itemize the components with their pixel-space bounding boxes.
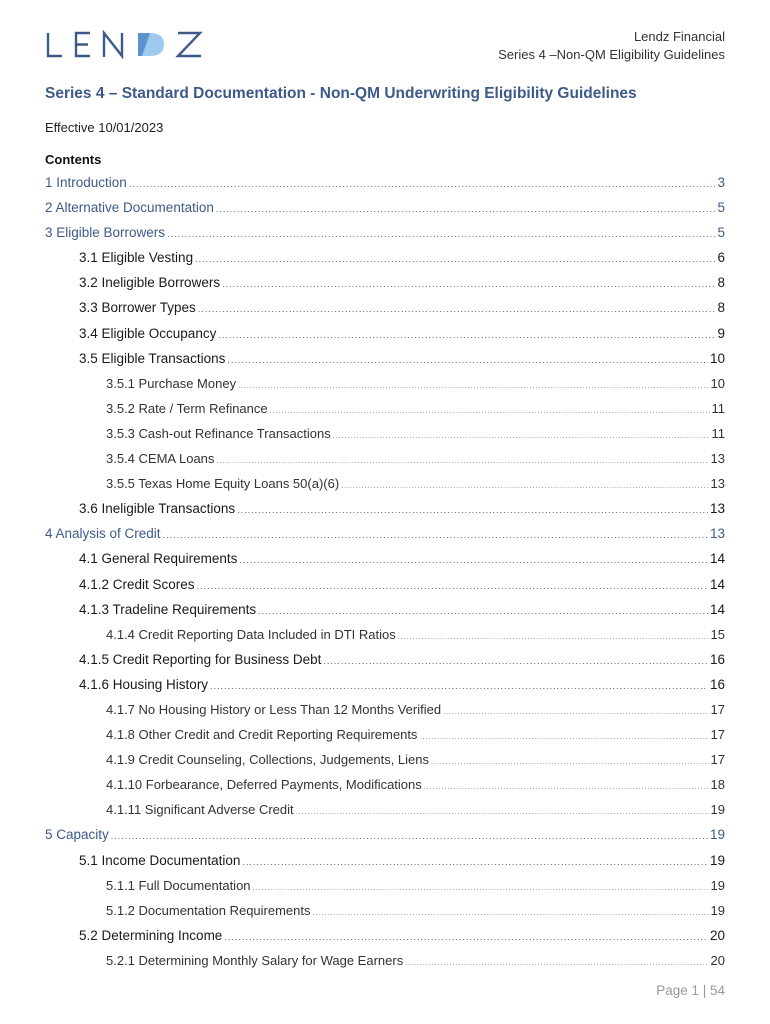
toc-dot-leader: [237, 505, 708, 515]
toc-dot-leader: [398, 634, 709, 641]
toc-entry-page: 16: [709, 676, 725, 692]
toc-dot-leader: [129, 179, 716, 189]
toc-entry-title: 5.1.1 Full Documentation: [106, 877, 251, 893]
toc-entry-title: 3.5.3 Cash-out Refinance Transactions: [106, 425, 331, 441]
toc-entry-title: 3.5 Eligible Transactions: [79, 350, 226, 366]
toc-dot-leader: [216, 204, 716, 214]
toc-entry-page: 19: [709, 827, 725, 843]
toc-entry[interactable]: [45, 476, 725, 501]
toc-dot-leader: [216, 458, 708, 465]
toc-entry-title: 3.5.2 Rate / Term Refinance: [106, 400, 268, 416]
toc-dot-leader: [419, 734, 708, 741]
toc-entry-title: 5.2 Determining Income: [79, 927, 223, 943]
toc-dot-leader: [195, 254, 715, 264]
toc-entry[interactable]: [45, 853, 725, 878]
toc-entry-title: 4.1.6 Housing History: [79, 676, 209, 692]
toc-entry[interactable]: [45, 200, 725, 225]
toc-dot-leader: [238, 383, 708, 390]
toc-dot-leader: [197, 581, 708, 591]
toc-dot-leader: [323, 656, 708, 666]
toc-entry-page: 13: [709, 501, 725, 517]
toc-entry[interactable]: [45, 727, 725, 752]
toc-dot-leader: [270, 408, 710, 415]
toc-entry-page: 17: [710, 727, 725, 743]
toc-entry-title: 3.5.1 Purchase Money: [106, 375, 237, 391]
toc-entry-page: 19: [709, 852, 725, 868]
toc-entry-page: 14: [709, 551, 725, 567]
toc-entry[interactable]: [45, 627, 725, 652]
toc-entry-page: 9: [717, 325, 725, 341]
document-title: Series 4 – Standard Documentation - Non-QM Underwriting Eligibility Guidelines: [45, 85, 637, 102]
toc-entry-page: 13: [710, 476, 725, 492]
toc-entry-title: 5.1 Income Documentation: [79, 852, 241, 868]
toc-entry[interactable]: [45, 827, 725, 852]
company-name: Lendz Financial: [633, 29, 725, 44]
toc-dot-leader: [253, 885, 709, 892]
toc-entry[interactable]: [45, 376, 725, 401]
toc-entry-title: 3.2 Ineligible Borrowers: [79, 275, 221, 291]
toc-entry[interactable]: [45, 451, 725, 476]
toc-dot-leader: [163, 530, 708, 540]
toc-entry-page: 19: [710, 877, 725, 893]
toc-entry-title: 4.1.3 Tradeline Requirements: [79, 601, 257, 617]
toc-entry-page: 18: [710, 777, 725, 793]
toc-entry-page: 19: [710, 902, 725, 918]
toc-dot-leader: [431, 759, 709, 766]
toc-entry-title: 3 Eligible Borrowers: [45, 225, 166, 241]
toc-dot-leader: [424, 784, 709, 791]
toc-entry-page: 11: [711, 400, 725, 416]
toc-entry-title: 1 Introduction: [45, 175, 127, 190]
page-number: Page 1 | 54: [656, 983, 725, 998]
toc-entry-title: 3.6 Ineligible Transactions: [79, 501, 236, 517]
toc-entry[interactable]: [45, 928, 725, 953]
toc-entry-title: 4.1.4 Credit Reporting Data Included in DTI Ratios: [106, 626, 396, 642]
toc-entry-page: 20: [709, 927, 725, 943]
toc-entry-title: 4.1.11 Significant Adverse Credit: [106, 802, 294, 818]
toc-entry[interactable]: [45, 903, 725, 928]
toc-entry-page: 5: [717, 225, 725, 241]
toc-dot-leader: [333, 433, 710, 440]
toc-entry-title: 4.1.9 Credit Counseling, Collections, Judgements, Liens: [106, 752, 430, 768]
toc-entry-title: 4.1.7 No Housing History or Less Than 12 Months Verified: [106, 701, 442, 717]
toc-entry[interactable]: [45, 351, 725, 376]
toc-entry[interactable]: [45, 878, 725, 903]
toc-entry[interactable]: [45, 250, 725, 275]
toc-entry[interactable]: [45, 401, 725, 426]
toc-entry-page: 13: [710, 451, 725, 467]
toc-entry-page: 5: [717, 200, 725, 216]
toc-dot-leader: [111, 831, 708, 841]
toc-entry-page: 8: [717, 275, 725, 291]
toc-dot-leader: [258, 606, 708, 616]
toc-dot-leader: [242, 857, 708, 867]
toc-entry-page: 17: [710, 701, 725, 717]
toc-entry[interactable]: [45, 300, 725, 325]
toc-entry[interactable]: [45, 275, 725, 300]
contents-heading: Contents: [45, 152, 102, 167]
toc-dot-leader: [210, 681, 708, 691]
toc-entry[interactable]: [45, 426, 725, 451]
toc-dot-leader: [239, 555, 708, 565]
toc-entry-title: 5.2.1 Determining Monthly Salary for Wage Earners: [106, 952, 404, 968]
toc-dot-leader: [198, 304, 716, 314]
toc-entry-title: 3.1 Eligible Vesting: [79, 250, 194, 266]
toc-entry-title: 5.1.2 Documentation Requirements: [106, 902, 311, 918]
toc-entry[interactable]: [45, 702, 725, 727]
toc-dot-leader: [296, 809, 709, 816]
toc-entry-page: 20: [710, 952, 725, 968]
toc-entry-title: 4.1 General Requirements: [79, 551, 238, 567]
toc-entry-page: 3: [717, 175, 725, 190]
series-subtitle: Series 4 –Non-QM Eligibility Guidelines: [498, 47, 725, 62]
toc-entry-title: 4.1.2 Credit Scores: [79, 576, 195, 592]
toc-entry[interactable]: [45, 677, 725, 702]
effective-date: Effective 10/01/2023: [45, 120, 164, 135]
toc-dot-leader: [167, 229, 715, 239]
toc-entry[interactable]: [45, 551, 725, 576]
toc-entry-title: 3.5.4 CEMA Loans: [106, 451, 215, 467]
toc-entry[interactable]: [45, 326, 725, 351]
toc-entry[interactable]: [45, 953, 725, 978]
toc-entry[interactable]: [45, 225, 725, 250]
toc-entry[interactable]: [45, 802, 725, 827]
toc-entry-page: 17: [710, 752, 725, 768]
toc-entry[interactable]: [45, 752, 725, 777]
toc-entry[interactable]: [45, 577, 725, 602]
lendz-logo: [46, 30, 206, 60]
toc-dot-leader: [222, 279, 715, 289]
toc-dot-leader: [313, 910, 709, 917]
toc-dot-leader: [218, 330, 715, 340]
toc-entry-title: 4.1.10 Forbearance, Deferred Payments, Modifications: [106, 777, 422, 793]
toc-entry-title: 3.5.5 Texas Home Equity Loans 50(a)(6): [106, 476, 340, 492]
toc-entry[interactable]: [45, 501, 725, 526]
toc-entry-title: 5 Capacity: [45, 827, 109, 843]
toc-entry-title: 4 Analysis of Credit: [45, 526, 161, 542]
toc-entry-page: 16: [709, 651, 725, 667]
toc-entry-title: 4.1.8 Other Credit and Credit Reporting Requirements: [106, 727, 418, 743]
toc-entry-page: 13: [709, 526, 725, 542]
toc-entry[interactable]: [45, 526, 725, 551]
toc-entry-page: 11: [711, 425, 725, 441]
toc-dot-leader: [341, 483, 708, 490]
toc-entry[interactable]: [45, 175, 725, 200]
toc-entry-title: 3.3 Borrower Types: [79, 300, 196, 316]
lendz-logo-mark: [46, 30, 206, 60]
toc-entry[interactable]: [45, 652, 725, 677]
toc-entry-page: 6: [717, 250, 725, 266]
toc-entry-page: 14: [709, 576, 725, 592]
table-of-contents: [45, 175, 725, 978]
toc-entry[interactable]: [45, 602, 725, 627]
document-header: [498, 28, 725, 64]
toc-dot-leader: [443, 709, 708, 716]
toc-entry-page: 10: [710, 375, 725, 391]
toc-entry-title: 4.1.5 Credit Reporting for Business Debt: [79, 651, 322, 667]
toc-dot-leader: [405, 960, 708, 967]
toc-entry-page: 14: [709, 601, 725, 617]
toc-dot-leader: [224, 932, 708, 942]
toc-entry-page: 15: [710, 626, 725, 642]
toc-entry[interactable]: [45, 777, 725, 802]
toc-entry-title: 2 Alternative Documentation: [45, 200, 214, 216]
toc-entry-title: 3.4 Eligible Occupancy: [79, 325, 217, 341]
toc-entry-page: 19: [710, 802, 725, 818]
toc-entry-page: 10: [709, 350, 725, 366]
toc-dot-leader: [227, 355, 708, 365]
toc-entry-page: 8: [717, 300, 725, 316]
